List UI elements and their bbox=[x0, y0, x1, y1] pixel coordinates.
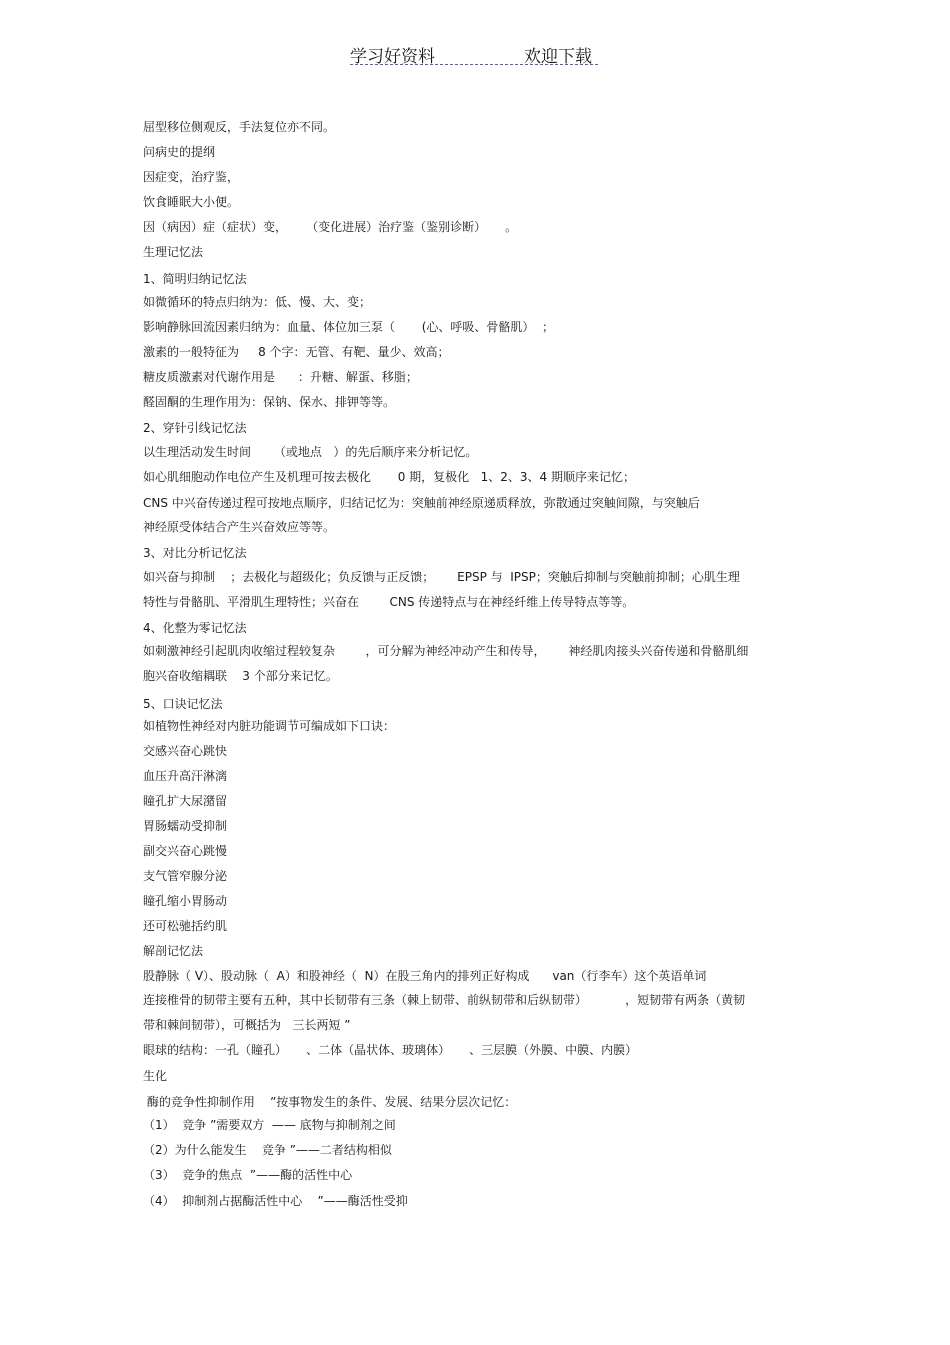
text-line: 如兴奋与抑制 ；去极化与超级化；负反馈与正反馈； EPSP 与 IPSP；突触后抑制与突触前抑制；心肌生理 bbox=[143, 570, 740, 584]
text-line: 神经原受体结合产生兴奋效应等等。 bbox=[143, 520, 336, 534]
section-heading: 1、简明归纳记忆法 bbox=[143, 272, 247, 286]
section-heading: 5、口诀记忆法 bbox=[143, 697, 223, 711]
mnemonic-line: 血压升高汗淋漓 bbox=[143, 769, 228, 783]
header-left-text: 学习好资料 bbox=[350, 47, 435, 67]
list-item: （1） 竞争 ”需要双方 —— 底物与抑制剂之间 bbox=[143, 1118, 396, 1132]
list-item: （3） 竞争的焦点 ”——酶的活性中心 bbox=[143, 1168, 353, 1182]
text-line: 屈型移位侧观反，手法复位亦不同。 bbox=[143, 120, 336, 134]
text-line: 如植物性神经对内脏功能调节可编成如下口诀： bbox=[143, 719, 396, 733]
mnemonic-line: 交感兴奋心跳快 bbox=[143, 744, 228, 758]
text-line: 眼球的结构：一孔（瞳孔） 、二体（晶状体、玻璃体） 、三层膜（外膜、中膜、内膜） bbox=[143, 1043, 638, 1057]
mnemonic-line: 还可松驰括约肌 bbox=[143, 919, 228, 933]
text-line: 问病史的提纲 bbox=[143, 145, 216, 159]
page-header bbox=[350, 38, 600, 68]
text-line: 酶的竞争性抑制作用 ”按事物发生的条件、发展、结果分层次记忆： bbox=[143, 1095, 517, 1109]
text-line: 因（病因）症（症状）变， （变化进展）治疗鉴（鉴别诊断） 。 bbox=[143, 220, 518, 234]
text-line: 如微循环的特点归纳为：低、慢、大、变； bbox=[143, 295, 372, 309]
header-dashed-rule bbox=[350, 64, 598, 65]
text-line: 激素的一般特征为 8 个字：无管、有靶、量少、效高； bbox=[143, 345, 450, 359]
text-line: 股静脉（ V）、股动脉（ A）和股神经（ N）在股三角内的排列正好构成 van（行李车）这个英语单词 bbox=[143, 969, 707, 983]
text-line: 因症变，治疗鉴， bbox=[143, 170, 240, 184]
mnemonic-line: 副交兴奋心跳慢 bbox=[143, 844, 228, 858]
section-heading: 4、化整为零记忆法 bbox=[143, 621, 247, 635]
text-line: 影响静脉回流因素归纳为：血量、体位加三泵（ (心、呼吸、骨骼肌） ； bbox=[143, 320, 555, 334]
list-item: （4） 抑制剂占据酶活性中心 ”——酶活性受抑 bbox=[143, 1194, 408, 1208]
section-heading: 解剖记忆法 bbox=[143, 944, 204, 958]
text-line: 如刺激神经引起肌肉收缩过程较复杂 ，可分解为神经冲动产生和传导， 神经肌肉接头兴奋传递和骨骼肌细 bbox=[143, 644, 749, 658]
text-line: 糖皮质激素对代谢作用是 ：升糖、解蛋、移脂； bbox=[143, 370, 418, 384]
text-line: 连接椎骨的韧带主要有五种，其中长韧带有三条（棘上韧带、前纵韧带和后纵韧带） ，短韧带有两条（黄韧 bbox=[143, 993, 746, 1007]
text-line: 醛固酮的生理作用为：保钠、保水、排钾等等。 bbox=[143, 395, 396, 409]
mnemonic-line: 支气管窄腺分泌 bbox=[143, 869, 228, 883]
mnemonic-line: 胃肠蠕动受抑制 bbox=[143, 819, 228, 833]
list-item: （2）为什么能发生 竞争 ”——二者结构相似 bbox=[143, 1143, 392, 1157]
text-line: 带和棘间韧带），可概括为 三长两短 ” bbox=[143, 1018, 351, 1032]
text-line: CNS 中兴奋传递过程可按地点顺序，归结记忆为：突触前神经原递质释放，弥散通过突触间隙，与突触后 bbox=[143, 496, 700, 510]
section-heading: 3、对比分析记忆法 bbox=[143, 546, 247, 560]
section-heading: 2、穿针引线记忆法 bbox=[143, 421, 247, 435]
header-right-text: 欢迎下载 bbox=[524, 47, 592, 67]
text-line: 以生理活动发生时间 （或地点 ）的先后顺序来分析记忆。 bbox=[143, 445, 478, 459]
mnemonic-line: 瞳孔扩大尿潴留 bbox=[143, 794, 228, 808]
mnemonic-line: 瞳孔缩小胃肠动 bbox=[143, 894, 228, 908]
text-line: 饮食睡眠大小便。 bbox=[143, 195, 240, 209]
text-line: 胞兴奋收缩耦联 3 个部分来记忆。 bbox=[143, 669, 338, 683]
section-heading: 生化 bbox=[143, 1069, 168, 1083]
text-line: 如心肌细胞动作电位产生及机理可按去极化 0 期，复极化 1、2、3、4 期顺序来记忆； bbox=[143, 470, 635, 484]
section-heading: 生理记忆法 bbox=[143, 245, 204, 259]
text-line: 特性与骨骼肌、平滑肌生理特性；兴奋在 CNS 传递特点与在神经纤维上传导特点等等。 bbox=[143, 595, 635, 609]
